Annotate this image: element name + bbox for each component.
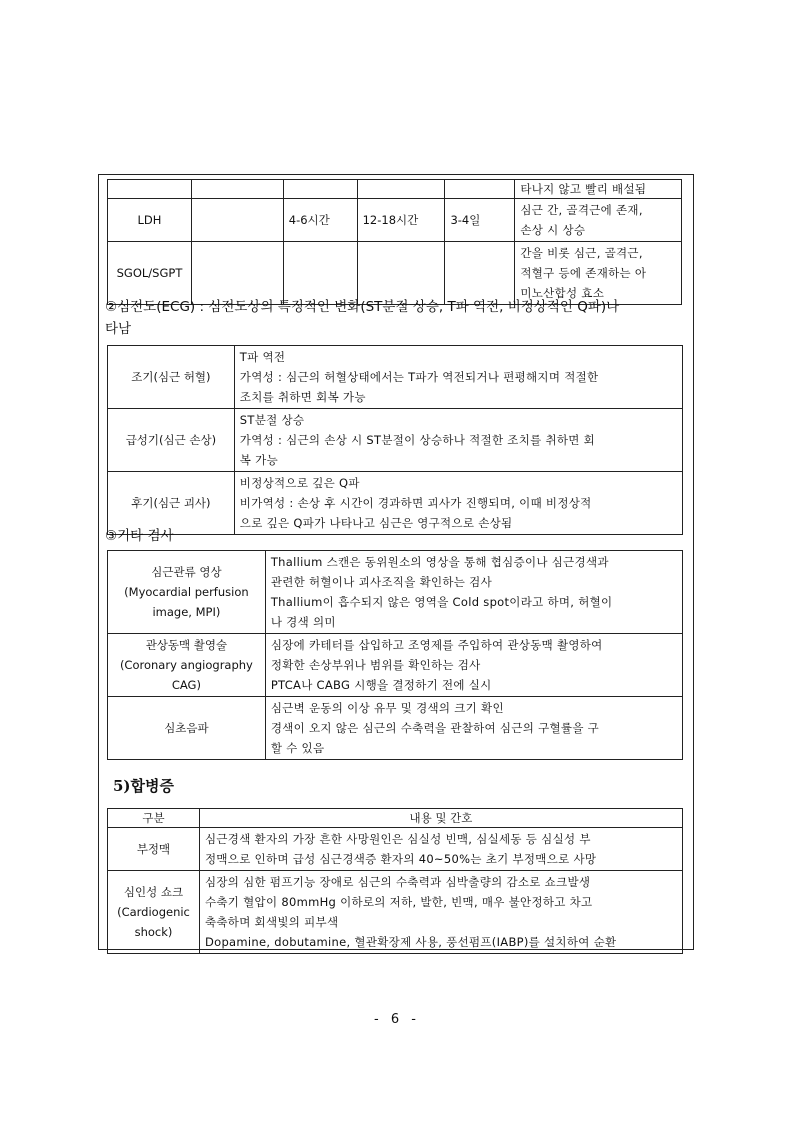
description-line: ST분절 상승 <box>239 413 305 427</box>
description-line: 축축하며 회색빛의 피부색 <box>204 915 339 929</box>
description-line: 비가역성 : 손상 후 시간이 경과하면 괴사가 진행되며, 이때 비정상적 <box>239 496 592 510</box>
table-row <box>108 199 682 242</box>
description-line: 나 경색 의미 <box>270 615 336 629</box>
test-description-cell <box>265 634 682 697</box>
description-line: 심장의 심한 펌프기능 장애로 심근의 수축력과 심박출량의 감소로 쇼크발생 <box>204 875 591 889</box>
description-line: 비정상적으로 깊은 Q파 <box>239 476 360 490</box>
ecg-table <box>107 345 683 535</box>
enzyme-table <box>107 179 682 305</box>
complication-name-line: shock) <box>134 925 173 939</box>
test-name-cell <box>108 551 266 634</box>
description-line: Dopamine, dobutamine, 혈관확장제 사용, 풍선펌프(IABP)를 설치하여 순환 <box>204 935 617 949</box>
description-line: 복 가능 <box>239 453 278 467</box>
ecg-heading-line: 타남 <box>105 321 132 337</box>
test-name-line: image, MPI) <box>152 605 221 619</box>
cell: 4-6시간 <box>283 199 357 242</box>
complication-name-cell <box>108 871 200 954</box>
table-row <box>108 180 682 199</box>
cell-name <box>108 180 192 199</box>
test-name-line: 심근관류 영상 <box>151 565 222 579</box>
description-line: PTCA나 CABG 시행을 결정하기 전에 실시 <box>270 678 492 692</box>
table-row <box>108 871 683 954</box>
test-name-line: CAG) <box>171 678 201 692</box>
description-line: T파 역전 <box>239 350 286 364</box>
cell-note <box>515 180 682 199</box>
table-row <box>108 828 683 871</box>
table-header-row <box>108 809 683 828</box>
stage-cell: 후기(심근 괴사) <box>108 472 235 535</box>
test-name-cell <box>108 634 266 697</box>
complication-name-line: 심인성 쇼크 <box>123 885 184 899</box>
cell <box>357 180 445 199</box>
description-line: 관련한 허혈이나 괴사조직을 확인하는 검사 <box>270 575 492 589</box>
description-line: Thallium이 흡수되지 않은 영역을 Cold spot이라고 하며, 허혈이 <box>270 595 613 609</box>
test-name-line: (Coronary angiography <box>119 658 253 672</box>
test-name-cell <box>108 697 266 760</box>
table-row <box>108 409 683 472</box>
complications-heading: 5)합병증 <box>113 777 175 795</box>
description-cell <box>234 472 682 535</box>
complication-name-cell <box>108 828 200 871</box>
description-line: 으로 깊은 Q파가 나타나고 심근은 영구적으로 손상됨 <box>239 516 513 530</box>
note-line: 손상 시 상승 <box>520 223 586 237</box>
other-tests-heading: ③기타 검사 <box>105 528 174 544</box>
note-line: 타나지 않고 빨리 배설됨 <box>520 182 647 196</box>
description-line: 조치를 취하면 회복 가능 <box>239 390 366 404</box>
test-name-line: 관상동맥 촬영술 <box>145 638 228 652</box>
column-header: 구분 <box>108 809 200 828</box>
cell <box>191 199 283 242</box>
note-line: 적혈구 등에 존재하는 아 <box>520 266 647 280</box>
cell-note <box>515 199 682 242</box>
table-row <box>108 697 683 760</box>
stage-cell: 급성기(심근 손상) <box>108 409 235 472</box>
cell <box>283 180 357 199</box>
table-row <box>108 472 683 535</box>
ecg-heading-line: ②심전도(ECG) : 심전도상의 특징적인 변화(ST분절 상승, T파 역전, 비정상적인 Q파)나 <box>105 299 620 315</box>
description-line: 수축기 혈압이 80mmHg 이하로의 저하, 발한, 빈맥, 매우 불안정하고 차고 <box>204 895 593 909</box>
cell: 3-4일 <box>445 199 515 242</box>
test-name-line: 심초음파 <box>164 721 209 735</box>
description-line: 심근경색 환자의 가장 흔한 사망원인은 심실성 빈맥, 심실세동 등 심실성 부 <box>204 832 591 846</box>
table-row <box>108 346 683 409</box>
description-line: 정확한 손상부위나 범위를 확인하는 검사 <box>270 658 481 672</box>
test-description-cell <box>265 551 682 634</box>
description-line: 경색이 오지 않은 심근의 수축력을 관찰하여 심근의 구혈률을 구 <box>270 721 600 735</box>
complication-name-line: (Cardiogenic <box>117 905 190 919</box>
cell <box>191 180 283 199</box>
description-line: 가역성 : 심근의 손상 시 ST분절이 상승하나 적절한 조치를 취하면 회 <box>239 433 596 447</box>
description-cell <box>234 409 682 472</box>
other-tests-table <box>107 550 683 760</box>
note-line: 심근 간, 골격근에 존재, <box>520 203 643 217</box>
stage-cell: 조기(심근 허혈) <box>108 346 235 409</box>
table-row <box>108 634 683 697</box>
cell-name: LDH <box>108 199 192 242</box>
complication-description-cell <box>199 871 682 954</box>
test-description-cell <box>265 697 682 760</box>
description-line: Thallium 스캔은 동위원소의 영상을 통해 협심증이나 심근경색과 <box>270 555 609 569</box>
complications-table <box>107 808 683 954</box>
note-line: 미노산합성 효소 <box>520 286 605 300</box>
cell <box>445 180 515 199</box>
test-name-line: (Myocardial perfusion <box>124 585 249 599</box>
complication-name-line: 부정맥 <box>136 842 171 856</box>
description-line: 정맥으로 인하며 급성 심근경색증 환자의 40~50%는 초기 부정맥으로 사망 <box>204 852 597 866</box>
page-number: - 6 - <box>374 1012 420 1027</box>
description-cell <box>234 346 682 409</box>
description-line: 할 수 있음 <box>270 741 325 755</box>
note-line: 간을 비롯 심근, 골격근, <box>520 246 643 260</box>
cell-name: SGOL/SGPT <box>108 242 192 305</box>
description-line: 심근벽 운동의 이상 유무 및 경색의 크기 확인 <box>270 701 504 715</box>
ecg-heading <box>105 296 695 340</box>
complication-description-cell <box>199 828 682 871</box>
column-header: 내용 및 간호 <box>199 809 682 828</box>
table-row <box>108 551 683 634</box>
description-line: 가역성 : 심근의 허혈상태에서는 T파가 역전되거나 편평해지며 적절한 <box>239 370 599 384</box>
description-line: 심장에 카테터를 삽입하고 조영제를 주입하여 관상동맥 촬영하여 <box>270 638 603 652</box>
cell: 12-18시간 <box>357 199 445 242</box>
